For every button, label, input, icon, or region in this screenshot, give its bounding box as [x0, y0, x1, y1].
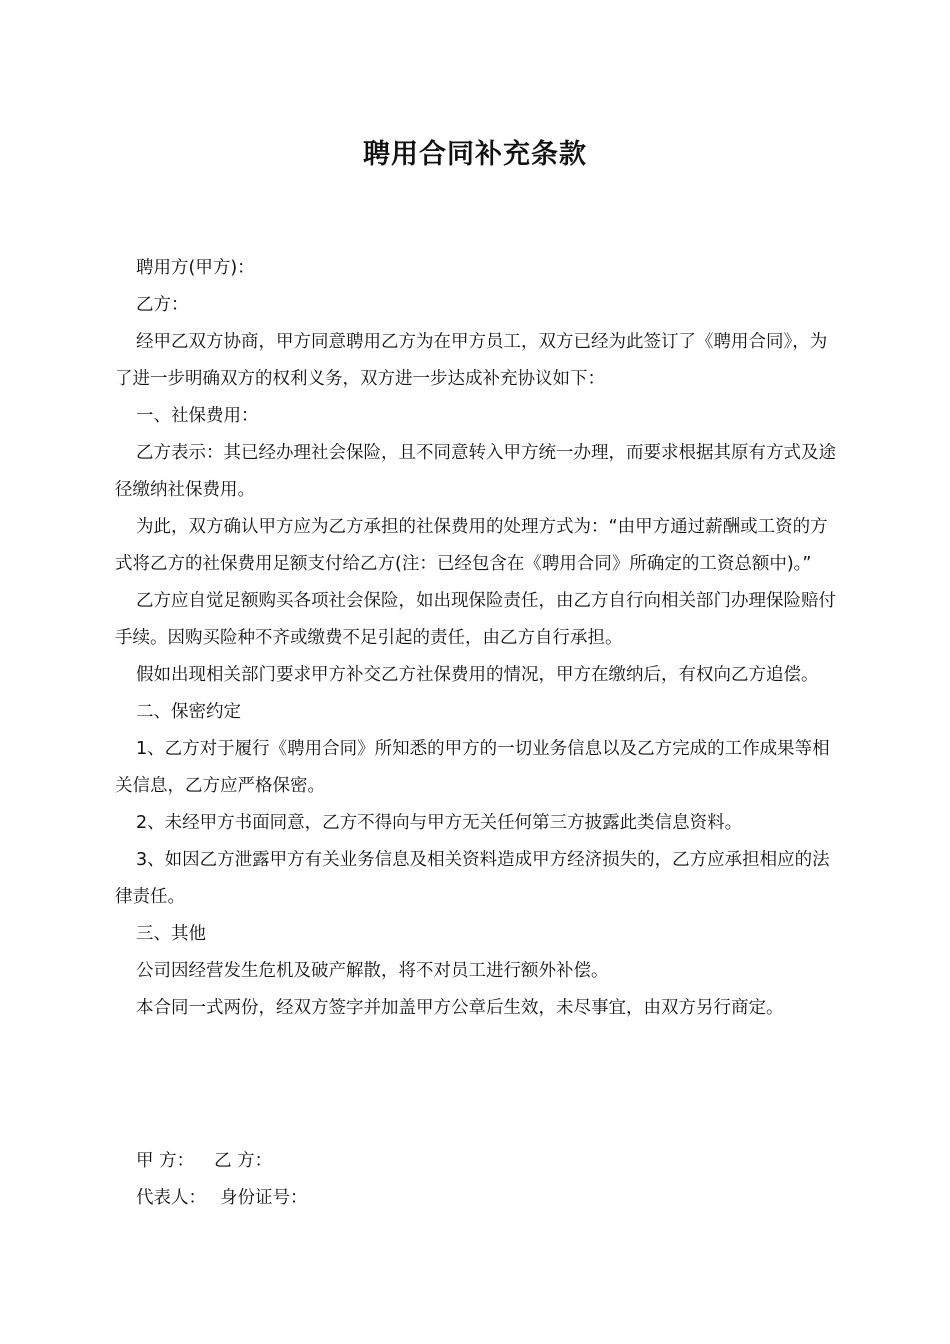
clause-item: 3、如因乙方泄露甲方有关业务信息及相关资料造成甲方经济损失的，乙方应承担相应的法律责任。: [115, 850, 830, 907]
signature-details-row: [136, 1180, 308, 1217]
intro-paragraph: 经甲乙双方协商，甲方同意聘用乙方为在甲方员工，双方已经为此签订了《聘用合同》，为了进一步明确双方的权利义务，双方进一步达成补充协议如下：: [115, 332, 828, 389]
section-heading-confidentiality: 二、保密约定: [136, 702, 241, 722]
section-heading-social-insurance: 一、社保费用：: [136, 406, 259, 426]
paragraph: 为此，双方确认甲方应为乙方承担的社保费用的处理方式为：“由甲方通过薪酬或工资的方式将乙方的社保费用足额支付给乙方(注：已经包含在《聘用合同》所确定的工资总额中)。”: [115, 517, 828, 574]
paragraph: 公司因经营发生危机及破产解散，将不对员工进行额外补偿。: [136, 961, 609, 981]
id-number-label: 身份证号：: [220, 1188, 308, 1208]
party-b-signature-label: 乙 方：: [214, 1151, 273, 1171]
party-b-line: 乙方：: [136, 295, 189, 315]
paragraph: 乙方表示：其已经办理社会保险，且不同意转入甲方统一办理，而要求根据其原有方式及途径缴纳社保费用。: [115, 443, 836, 500]
clause-item: 2、未经甲方书面同意，乙方不得向与甲方无关任何第三方披露此类信息资料。: [136, 813, 743, 833]
document-body: [115, 250, 837, 1027]
section-heading-other: 三、其他: [136, 924, 206, 944]
signature-parties-row: [136, 1143, 308, 1180]
paragraph: 乙方应自觉足额购买各项社会保险，如出现保险责任，由乙方自行向相关部门办理保险赔付手续。因购买险种不齐或缴费不足引起的责任，由乙方自行承担。: [115, 591, 836, 648]
paragraph: 假如出现相关部门要求甲方补交乙方社保费用的情况，甲方在缴纳后，有权向乙方追偿。: [136, 665, 819, 685]
clause-item: 1、乙方对于履行《聘用合同》所知悉的甲方的一切业务信息以及乙方完成的工作成果等相关信息，乙方应严格保密。: [115, 739, 830, 796]
party-a-line: 聘用方(甲方)：: [136, 258, 255, 278]
signature-block: [136, 1143, 308, 1217]
document-title: 聘用合同补充条款: [363, 139, 587, 170]
representative-label: 代表人：: [136, 1188, 206, 1208]
paragraph: 本合同一式两份，经双方签字并加盖甲方公章后生效，未尽事宜，由双方另行商定。: [136, 998, 784, 1018]
party-a-signature-label: 甲 方：: [136, 1151, 195, 1171]
